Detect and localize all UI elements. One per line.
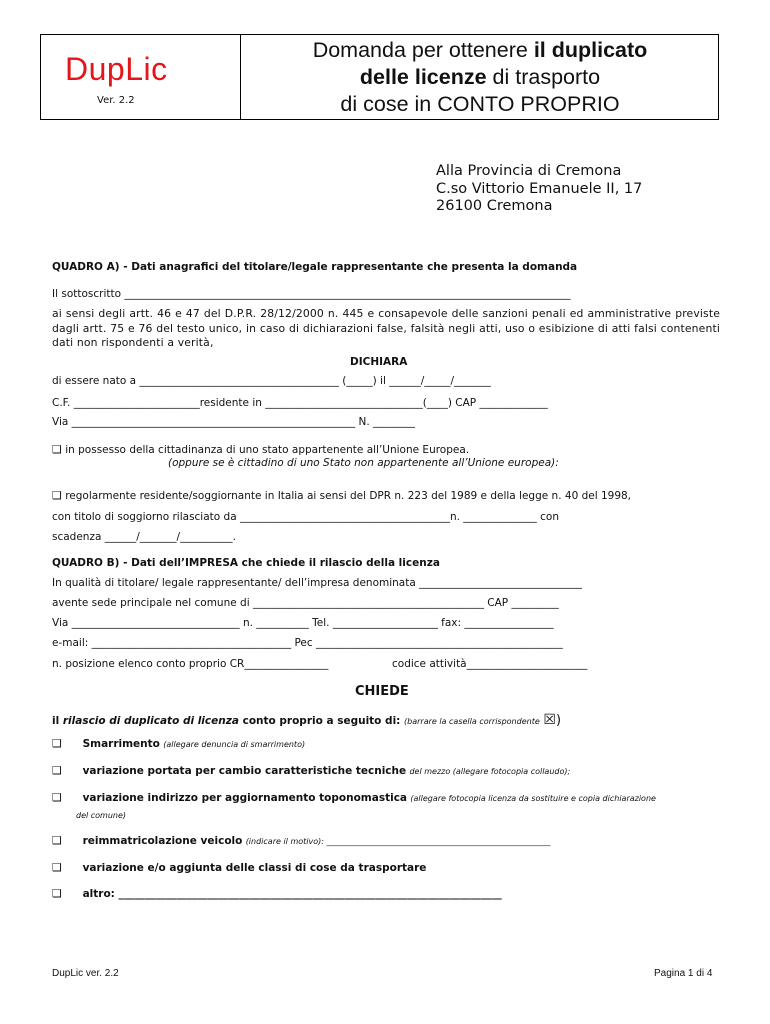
chiede-intro: il rilascio di duplicato di licenza conto proprio a seguito di: (barrare la casella corrispondente ☒) — [52, 712, 562, 728]
company-field[interactable]: In qualità di titolare/ legale rappresentante/ dell’impresa denominata _______________________________ — [52, 577, 582, 589]
email-pec-field[interactable]: e-mail: ______________________________________ Pec _______________________________________________ — [52, 637, 563, 649]
legal-paragraph: ai sensi degli artt. 46 e 47 del D.P.R. 28/12/2000 n. 445 e consapevole delle sanzioni penali ed amministrative previste dagli artt. 75 e 76 del testo unico, in caso di dichiarazioni false, falsità negli atti, uso o esibizione di atti falsi contenenti dati non rispondenti a verità, — [52, 307, 720, 349]
company-contact-field[interactable]: Via ________________________________ n. __________ Tel. ____________________ fax: _________________ — [52, 617, 554, 629]
document-title: Domanda per ottenere il duplicato delle licenze di trasporto di cose in CONTO PROPRIO — [312, 38, 648, 116]
option-altro[interactable]: ❑ altro: _________________________________________________________________________ — [52, 887, 502, 900]
cf-residence-field[interactable]: C.F. ________________________residente in ______________________________(____) CAP _____________ — [52, 397, 548, 409]
footer-version: DupLic ver. 2.2 — [52, 968, 119, 979]
header-box — [40, 34, 719, 120]
dichiara-heading: DICHIARA — [350, 356, 408, 368]
non-eu-note: (oppure se è cittadino di uno Stato non appartenente all’Unione europea): — [168, 457, 559, 469]
position-number-field[interactable]: n. posizione elenco conto proprio CR________________ — [52, 658, 329, 670]
expiry-field[interactable]: scadenza ______/_______/__________. — [52, 531, 236, 543]
resident-option[interactable]: ❑ regolarmente residente/soggiornante in Italia ai sensi del DPR n. 223 del 1989 e della legge n. 40 del 1998, — [52, 489, 632, 502]
activity-code-field[interactable]: codice attività_______________________ — [392, 658, 588, 670]
checkbox-icon[interactable]: ❑ — [52, 764, 62, 777]
checkbox-icon[interactable]: ❑ — [52, 489, 62, 502]
page-number: Pagina 1 di 4 — [654, 968, 713, 979]
checkbox-icon[interactable]: ❑ — [52, 737, 62, 750]
version-label: Ver. 2.2 — [97, 95, 135, 106]
checkbox-icon[interactable]: ❑ — [52, 834, 62, 847]
toponomastica-note-cont: del comune) — [76, 811, 127, 820]
checkbox-icon[interactable]: ❑ — [52, 887, 62, 900]
option-smarrimento[interactable]: ❑ Smarrimento (allegare denuncia di smarrimento) — [52, 737, 306, 750]
recipient-line: 26100 Cremona — [436, 198, 553, 214]
seat-field[interactable]: avente sede principale nel comune di ____________________________________________ CAP _________ — [52, 597, 559, 609]
option-reimmatricolazione[interactable]: ❑ reimmatricolazione veicolo (indicare il motivo): ________________________________________________________ — [52, 834, 551, 847]
recipient-line: Alla Provincia di Cremona — [436, 163, 622, 179]
checked-box-icon: ☒ — [543, 712, 556, 728]
chiede-heading: CHIEDE — [355, 684, 409, 699]
checkbox-icon[interactable]: ❑ — [52, 861, 62, 874]
checkbox-icon[interactable]: ❑ — [52, 791, 62, 804]
option-toponomastica[interactable]: ❑ variazione indirizzo per aggiornamento toponomastica (allegare fotocopia licenza da sostituire e copia dichiarazione — [52, 791, 656, 804]
citizenship-option[interactable]: ❑ in possesso della cittadinanza di uno stato appartenente all’Unione Europea. — [52, 443, 470, 456]
recipient-address — [436, 163, 642, 216]
duplic-logo: DupLic — [65, 51, 168, 87]
via-field[interactable]: Via ______________________________________________________ N. ________ — [52, 416, 416, 428]
option-classi[interactable]: ❑ variazione e/o aggiunta delle classi di cose da trasportare — [52, 861, 427, 874]
quadro-a-heading: QUADRO A) - Dati anagrafici del titolare/legale rappresentante che presenta la domanda — [52, 261, 578, 273]
quadro-b-heading: QUADRO B) - Dati dell’IMPRESA che chiede il rilascio della licenza — [52, 557, 440, 569]
recipient-line: C.so Vittorio Emanuele II, 17 — [436, 180, 643, 197]
permit-field[interactable]: con titolo di soggiorno rilasciato da ________________________________________n. ______________ con — [52, 511, 559, 523]
sottoscritto-field[interactable]: Il sottoscritto _____________________________________________________________________________________ — [52, 288, 571, 300]
option-portata[interactable]: ❑ variazione portata per cambio caratteristiche tecniche del mezzo (allegare fotocopia collaudo); — [52, 764, 571, 777]
birth-field[interactable]: di essere nato a ______________________________________ (_____) il ______/_____/_______ — [52, 375, 491, 387]
checkbox-icon[interactable]: ❑ — [52, 443, 62, 456]
